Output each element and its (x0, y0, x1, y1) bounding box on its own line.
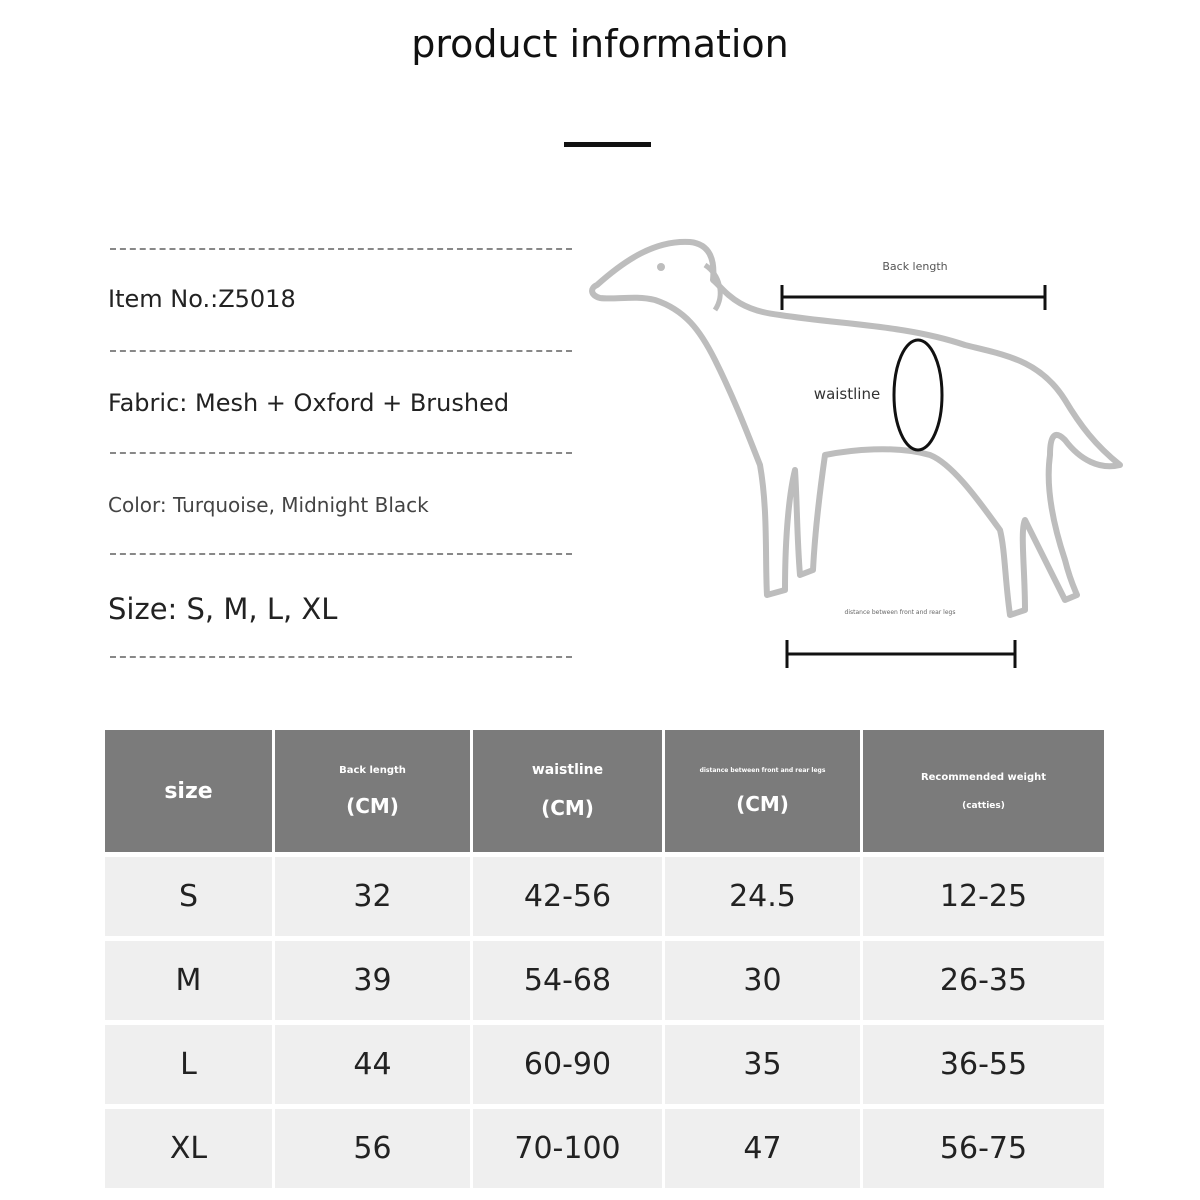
cell-size: XL (105, 1109, 272, 1188)
divider (110, 656, 572, 658)
table-row (105, 857, 1104, 936)
cell-back-length: 39 (275, 941, 470, 1020)
cell-back-length: 44 (275, 1025, 470, 1104)
table-row (105, 1109, 1104, 1188)
header-back-length: Back length (CM) (275, 730, 470, 852)
waistline-label: waistline (813, 385, 881, 403)
sizes: Size: S, M, L, XL (108, 592, 338, 626)
page-title: product information (411, 22, 789, 66)
dog-diagram (585, 230, 1145, 680)
divider (110, 248, 572, 250)
cell-waistline: 54-68 (473, 941, 662, 1020)
title-underline (564, 142, 651, 147)
cell-weight: 26-35 (863, 941, 1104, 1020)
divider (110, 452, 572, 454)
header-size: size (105, 730, 272, 852)
cell-leg-distance: 30 (665, 941, 860, 1020)
cell-size: S (105, 857, 272, 936)
cell-waistline: 70-100 (473, 1109, 662, 1188)
table-header-row (105, 730, 1104, 852)
cell-weight: 36-55 (863, 1025, 1104, 1104)
cell-back-length: 32 (275, 857, 470, 936)
cell-weight: 12-25 (863, 857, 1104, 936)
table-row (105, 1025, 1104, 1104)
cell-waistline: 60-90 (473, 1025, 662, 1104)
cell-leg-distance: 24.5 (665, 857, 860, 936)
header-waistline: waistline (CM) (473, 730, 662, 852)
cell-size: M (105, 941, 272, 1020)
cell-waistline: 42-56 (473, 857, 662, 936)
fabric: Fabric: Mesh + Oxford + Brushed (108, 389, 510, 417)
cell-leg-distance: 47 (665, 1109, 860, 1188)
color: Color: Turquoise, Midnight Black (108, 493, 429, 517)
divider (110, 350, 572, 352)
header-weight: Recommended weight (catties) (863, 730, 1104, 852)
cell-leg-distance: 35 (665, 1025, 860, 1104)
divider (110, 553, 572, 555)
cell-back-length: 56 (275, 1109, 470, 1188)
cell-size: L (105, 1025, 272, 1104)
size-chart-table (102, 725, 1107, 1193)
table-row (105, 941, 1104, 1020)
back-length-label: Back length (882, 260, 948, 273)
item-number: Item No.:Z5018 (108, 285, 296, 313)
leg-distance-label: distance between front and rear legs (844, 609, 956, 616)
header-leg-distance: distance between front and rear legs (CM) (665, 730, 860, 852)
cell-weight: 56-75 (863, 1109, 1104, 1188)
